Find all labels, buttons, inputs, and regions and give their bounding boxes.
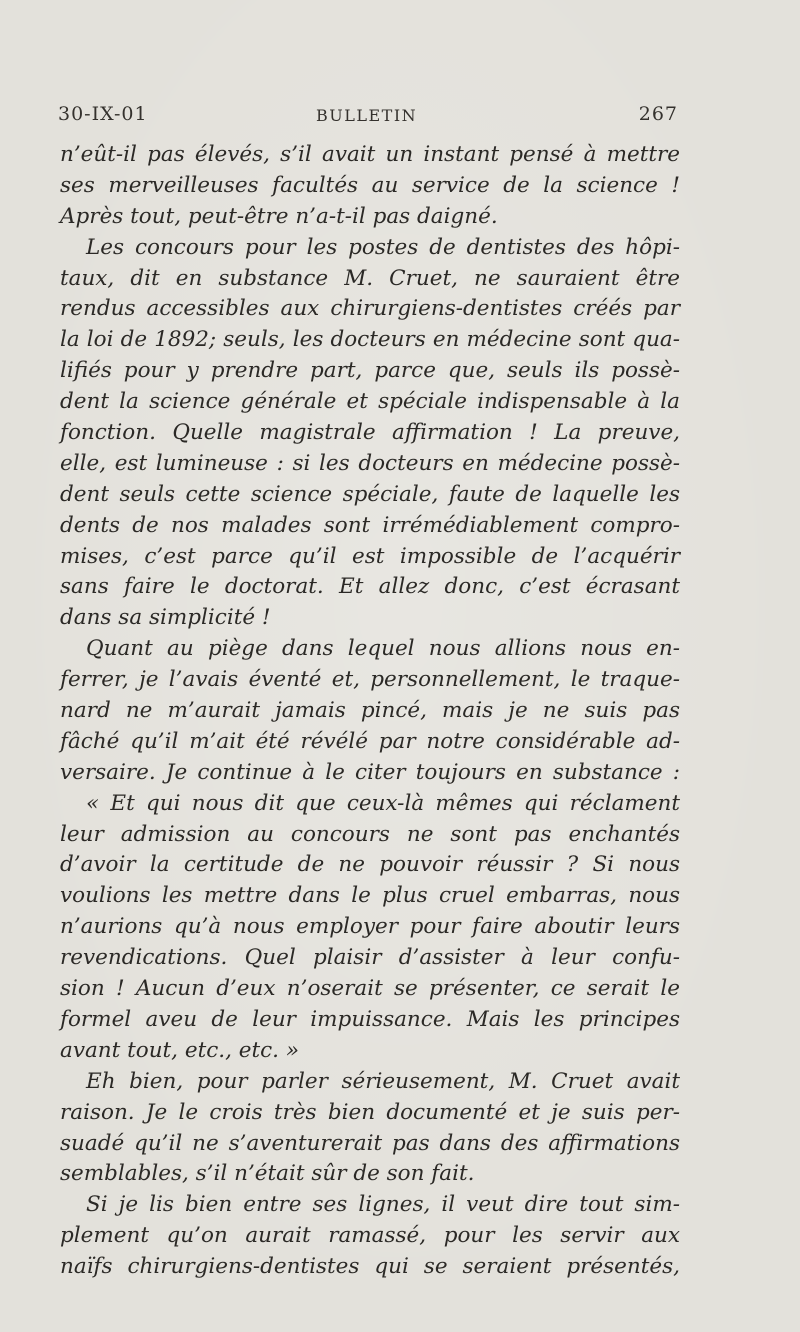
text-line: Eh bien, pour parler sérieusement, M. Cruet avait [86,1068,680,1094]
text-line: ferrer, je l’avais éventé et, personnellement, le traque- [60,667,680,693]
text-line: d’avoir la certitude de ne pouvoir réussir ? Si nous [60,852,680,878]
issue-date: 30-IX-01 [58,103,148,125]
text-line: rendus accessibles aux chirurgiens-dentistes créés par [60,296,680,322]
text-line: la loi de 1892; seuls, les docteurs en médecine sont qua- [60,327,680,353]
text-line: semblables, s’il n’était sûr de son fait. [60,1161,475,1187]
text-line: plement qu’on aurait ramassé, pour les servir aux [60,1223,680,1249]
text-line: leur admission au concours ne sont pas enchantés [60,821,680,847]
text-line: dents de nos malades sont irrémédiablement compro- [60,512,680,538]
text-line: n’eût-il pas élevés, s’il avait un instant pensé à mettre [60,142,680,167]
text-line: lifiés pour y prendre part, parce que, seuls ils possè- [60,358,680,384]
text-line: Les concours pour les postes de dentistes des hôpi- [86,234,680,260]
text-line: fâché qu’il m’ait été révélé par notre considérable ad- [60,728,680,754]
body-text [60,140,680,1283]
text-line: dans sa simplicité ! [60,605,271,631]
text-line: taux, dit en substance M. Cruet, ne sauraient être [60,265,680,291]
text-line: Si je lis bien entre ses lignes, il veut dire tout sim- [86,1192,680,1218]
text-line: sion ! Aucun d’eux n’oserait se présenter, ce serait le [60,976,680,1002]
text-line: « Et qui nous dit que ceux-là mêmes qui réclament [86,790,680,816]
text-line: dent la science générale et spéciale indispensable à la [60,389,680,415]
text-line: avant tout, etc., etc. » [60,1037,299,1063]
running-title: BULLETIN [316,106,418,125]
text-line: fonction. Quelle magistrale affirmation ! La preuve, [60,420,680,446]
running-header [58,103,678,133]
text-line: Après tout, peut-être n’a-t-il pas daigné. [60,203,498,229]
text-line: versaire. Je continue à le citer toujours en substance : [60,759,680,785]
text-line: naïfs chirurgiens-dentistes qui se seraient présentés, [60,1254,680,1280]
text-line: Quant au piège dans lequel nous allions nous en- [86,636,680,662]
text-line: ses merveilleuses facultés au service de la science ! [60,172,680,198]
text-line: voulions les mettre dans le plus cruel embarras, nous [60,883,680,909]
text-line: suadé qu’il ne s’aventurerait pas dans des affirmations [60,1130,680,1156]
text-line: sans faire le doctorat. Et allez donc, c’est écrasant [60,574,680,600]
text-line: revendications. Quel plaisir d’assister à leur confu- [60,945,680,971]
text-line: elle, est lumineuse : si les docteurs en médecine possè- [60,450,680,476]
text-line: dent seuls cette science spéciale, faute de laquelle les [60,481,680,507]
page-number: 267 [638,103,678,125]
text-line: nard ne m’aurait jamais pincé, mais je ne suis pas [60,698,680,724]
text-line: mises, c’est parce qu’il est impossible de l’acquérir [60,543,680,569]
text-line: n’aurions qu’à nous employer pour faire aboutir leurs [60,914,680,940]
text-line: formel aveu de leur impuissance. Mais les principes [60,1006,680,1032]
text-line: raison. Je le crois très bien documenté et je suis per- [60,1099,680,1125]
